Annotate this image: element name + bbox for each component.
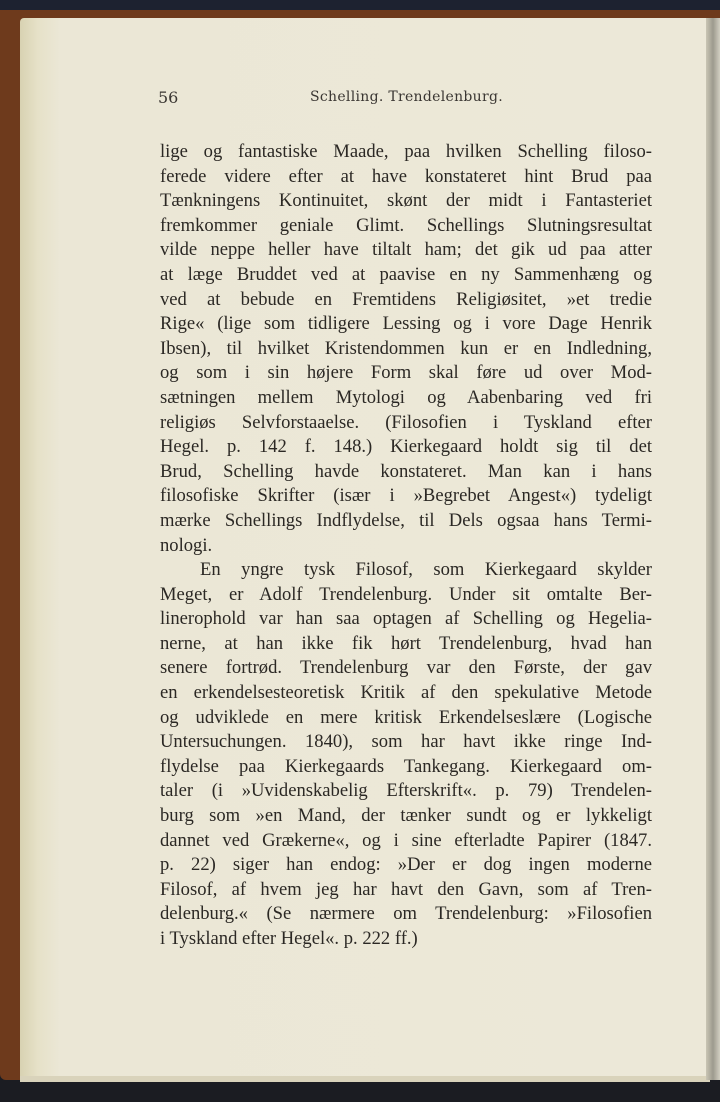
text-line: religiøs Selvforstaaelse. (Filosofien i Tyskland efter (160, 411, 652, 433)
text-line: nerne, at han ikke fik hørt Trendelenburg, hvad han (160, 632, 652, 654)
text-line: delenburg.« (Se nærmere om Trendelenburg: »Filosofien (160, 903, 652, 925)
page-gutter (706, 18, 720, 1080)
text-line: dannet ved Grækerne«, og i sine efterladte Papirer (1847. (160, 829, 652, 851)
text-line: vilde neppe heller have tiltalt ham; det gik ud paa atter (160, 239, 652, 261)
text-line: Ibsen), til hvilket Kristendommen kun er en Indledning, (160, 337, 652, 359)
text-line: Filosof, af hvem jeg har havt den Gavn, som af Tren- (160, 878, 652, 900)
text-line: Hegel. p. 142 f. 148.) Kierkegaard holdt sig til det (160, 436, 652, 458)
text-line: fremkommer geniale Glimt. Schellings Slutningsresultat (160, 214, 652, 236)
text-line: Meget, er Adolf Trendelenburg. Under sit omtalte Ber- (160, 583, 652, 605)
text-line: Tænkningens Kontinuitet, skønt der midt i Fantasteriet (160, 190, 652, 212)
page-number: 56 (158, 88, 179, 107)
text-line: en erkendelsesteoretisk Kritik af den spekulative Metode (160, 682, 652, 704)
text-line: senere fortrød. Trendelenburg var den Første, der gav (160, 657, 652, 679)
running-title: Schelling. Trendelenburg. (310, 89, 503, 105)
scan-background (0, 0, 720, 10)
text-line: flydelse paa Kierkegaards Tankegang. Kierkegaard om- (160, 755, 652, 777)
text-line: sætningen mellem Mytologi og Aabenbaring ved fri (160, 386, 652, 408)
text-line: Untersuchungen. 1840), som har havt ikke ringe Ind- (160, 731, 652, 753)
text-line: ferede videre efter at have konstateret hint Brud paa (160, 165, 652, 187)
page-edge (20, 1076, 710, 1082)
text-line: nologi. (160, 534, 213, 556)
text-line: ved at bebude en Fremtidens Religiøsitet, »et tredie (160, 288, 652, 310)
text-line: linerophold var han saa optagen af Schelling og Hegelia- (160, 608, 652, 630)
text-line: og udviklede en mere kritisk Erkendelseslære (Logische (160, 706, 652, 728)
text-line: Brud, Schelling havde konstateret. Man kan i hans (160, 460, 652, 482)
text-line: filosofiske Skrifter (især i »Begrebet Angest«) tydeligt (160, 485, 652, 507)
text-line: Rige« (lige som tidligere Lessing og i vore Dage Henrik (160, 313, 652, 335)
text-line: i Tyskland efter Hegel«. p. 222 ff.) (160, 928, 418, 949)
text-line: En yngre tysk Filosof, som Kierkegaard skylder (200, 559, 652, 581)
text-line: burg som »en Mand, der tænker sundt og er lykkeligt (160, 805, 652, 827)
body-text (160, 140, 652, 952)
text-line: taler (i »Uvidenskabelig Efterskrift«. p. 79) Trendelen- (160, 780, 652, 802)
text-line: mærke Schellings Indflydelse, til Dels ogsaa hans Termi- (160, 509, 652, 531)
text-line: at læge Bruddet ved at paavise en ny Sammenhæng og (160, 263, 652, 285)
text-line: lige og fantastiske Maade, paa hvilken Schelling filoso- (160, 141, 652, 162)
text-line: p. 22) siger han endog: »Der er dog ingen moderne (160, 854, 652, 876)
text-line: og som i sin højere Form skal føre ud over Mod- (160, 362, 652, 384)
